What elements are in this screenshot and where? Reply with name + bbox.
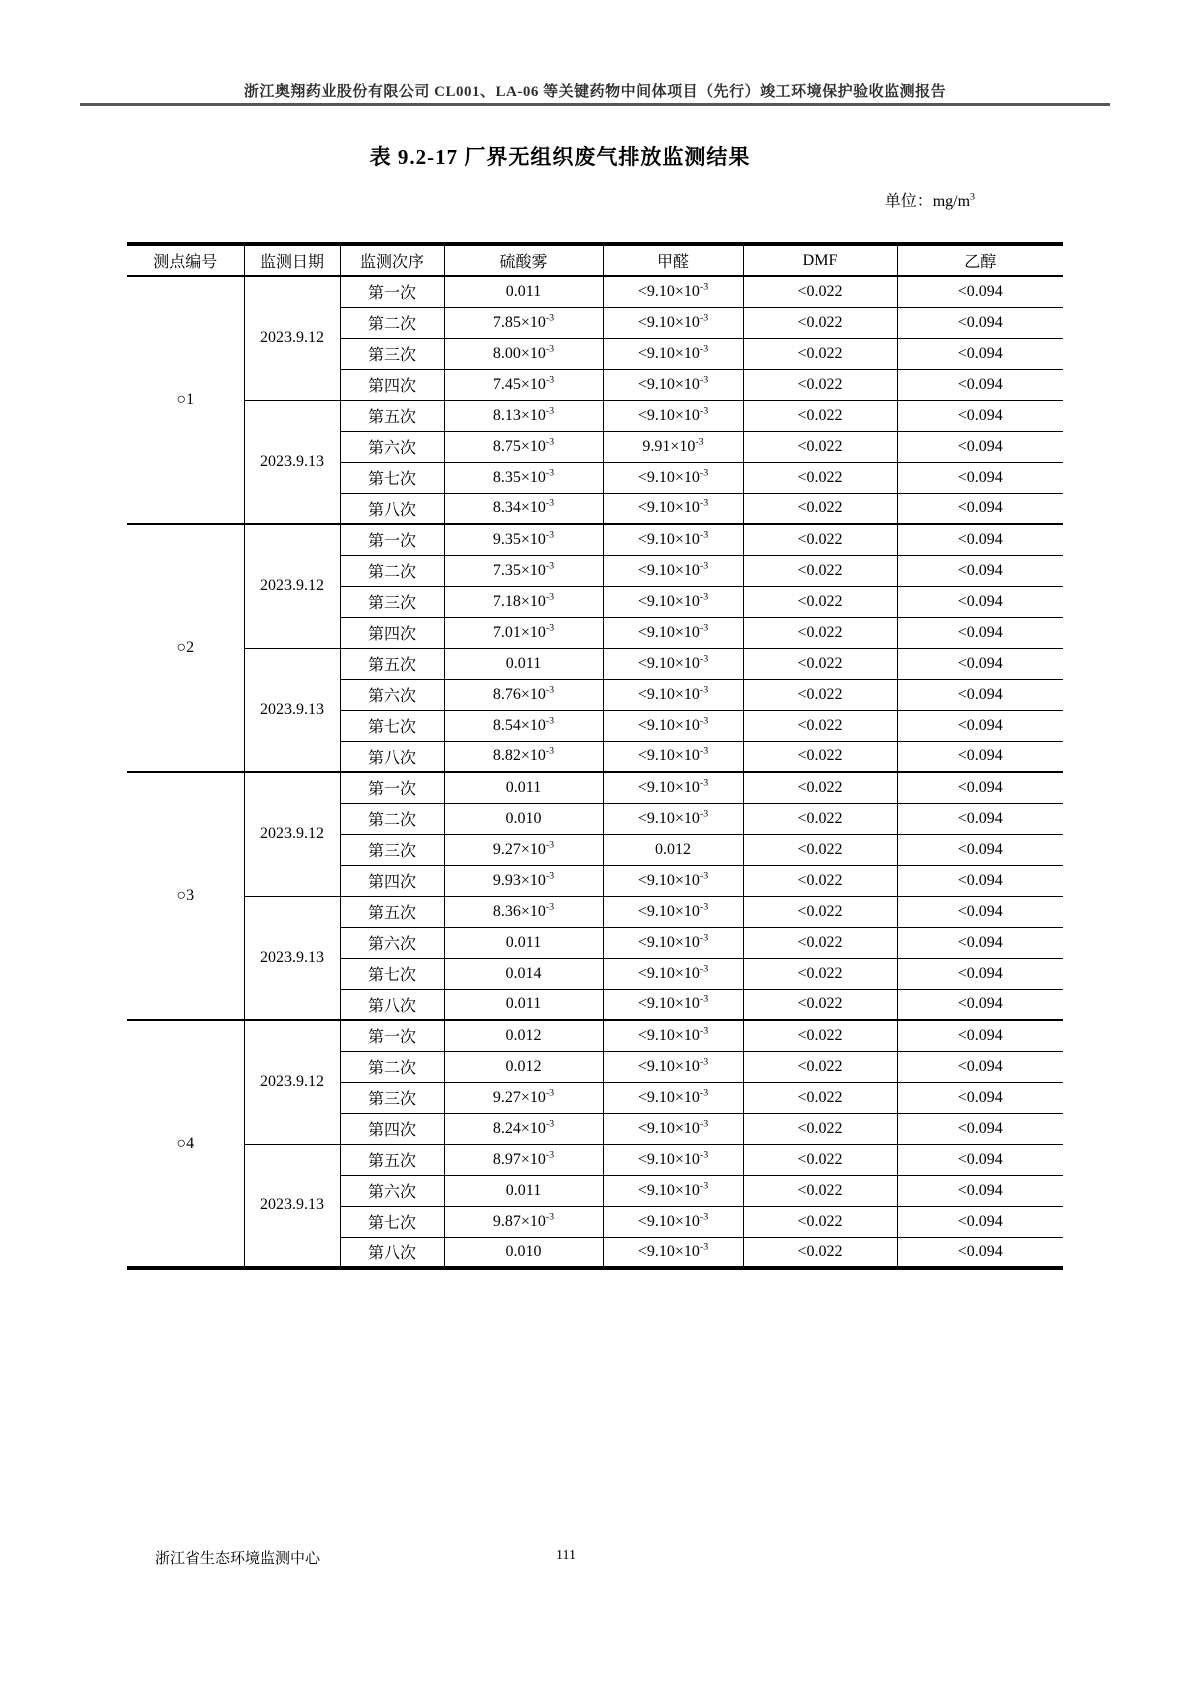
formaldehyde-value: $<9.10\times 10^{-3}$ xyxy=(603,710,743,741)
monitoring-table xyxy=(127,242,1063,1270)
date-cell: 2023.9.13 xyxy=(244,1144,340,1268)
ethanol-value: <0.094 xyxy=(897,803,1063,834)
sequence-cell: 第四次 xyxy=(340,1113,444,1144)
dmf-value: <0.022 xyxy=(743,896,897,927)
sequence-cell: 第八次 xyxy=(340,493,444,524)
sulfuric-acid-mist-value: 0.011 xyxy=(444,927,603,958)
formaldehyde-value: $<9.10\times 10^{-3}$ xyxy=(603,648,743,679)
sequence-cell: 第六次 xyxy=(340,927,444,958)
dmf-value: <0.022 xyxy=(743,772,897,803)
ethanol-value: <0.094 xyxy=(897,834,1063,865)
sequence-cell: 第六次 xyxy=(340,1175,444,1206)
table-header-row xyxy=(127,244,1063,276)
sulfuric-acid-mist-value: $8.24\times 10^{-3}$ xyxy=(444,1113,603,1144)
ethanol-value: <0.094 xyxy=(897,369,1063,400)
formaldehyde-value: $<9.10\times 10^{-3}$ xyxy=(603,1113,743,1144)
ethanol-value: <0.094 xyxy=(897,958,1063,989)
sulfuric-acid-mist-value: $7.01\times 10^{-3}$ xyxy=(444,617,603,648)
sulfuric-acid-mist-value: $8.76\times 10^{-3}$ xyxy=(444,679,603,710)
dmf-value: <0.022 xyxy=(743,1206,897,1237)
dmf-value: <0.022 xyxy=(743,834,897,865)
formaldehyde-value: $<9.10\times 10^{-3}$ xyxy=(603,586,743,617)
sulfuric-acid-mist-value: $8.36\times 10^{-3}$ xyxy=(444,896,603,927)
formaldehyde-value: $<9.10\times 10^{-3}$ xyxy=(603,803,743,834)
sulfuric-acid-mist-value: $8.54\times 10^{-3}$ xyxy=(444,710,603,741)
dmf-value: <0.022 xyxy=(743,462,897,493)
sulfuric-acid-mist-value: 0.011 xyxy=(444,648,603,679)
column-header: DMF xyxy=(743,244,897,276)
formaldehyde-value: $<9.10\times 10^{-3}$ xyxy=(603,896,743,927)
sulfuric-acid-mist-value: $8.13\times 10^{-3}$ xyxy=(444,400,603,431)
dmf-value: <0.022 xyxy=(743,1175,897,1206)
point-id-cell: ○2 xyxy=(127,524,244,772)
ethanol-value: <0.094 xyxy=(897,1144,1063,1175)
ethanol-value: <0.094 xyxy=(897,524,1063,555)
ethanol-value: <0.094 xyxy=(897,1206,1063,1237)
dmf-value: <0.022 xyxy=(743,958,897,989)
sequence-cell: 第四次 xyxy=(340,369,444,400)
sequence-cell: 第二次 xyxy=(340,307,444,338)
ethanol-value: <0.094 xyxy=(897,896,1063,927)
column-header: 硫酸雾 xyxy=(444,244,603,276)
formaldehyde-value: $<9.10\times 10^{-3}$ xyxy=(603,555,743,586)
date-cell: 2023.9.13 xyxy=(244,648,340,772)
ethanol-value: <0.094 xyxy=(897,989,1063,1020)
formaldehyde-value: $<9.10\times 10^{-3}$ xyxy=(603,1020,743,1051)
ethanol-value: <0.094 xyxy=(897,679,1063,710)
dmf-value: <0.022 xyxy=(743,741,897,772)
date-cell: 2023.9.12 xyxy=(244,772,340,896)
formaldehyde-value: $<9.10\times 10^{-3}$ xyxy=(603,772,743,803)
unit-label: 单位：$mg/m^3$ xyxy=(884,191,975,210)
sequence-cell: 第二次 xyxy=(340,803,444,834)
formaldehyde-value: $<9.10\times 10^{-3}$ xyxy=(603,679,743,710)
sequence-cell: 第三次 xyxy=(340,586,444,617)
sequence-cell: 第五次 xyxy=(340,400,444,431)
sequence-cell: 第五次 xyxy=(340,648,444,679)
sulfuric-acid-mist-value: $7.85\times 10^{-3}$ xyxy=(444,307,603,338)
table-row xyxy=(127,276,1063,307)
ethanol-value: <0.094 xyxy=(897,338,1063,369)
dmf-value: <0.022 xyxy=(743,1051,897,1082)
formaldehyde-value: $<9.10\times 10^{-3}$ xyxy=(603,1082,743,1113)
ethanol-value: <0.094 xyxy=(897,1051,1063,1082)
sequence-cell: 第六次 xyxy=(340,431,444,462)
sulfuric-acid-mist-value: 0.010 xyxy=(444,803,603,834)
dmf-value: <0.022 xyxy=(743,524,897,555)
formaldehyde-value: $<9.10\times 10^{-3}$ xyxy=(603,1175,743,1206)
document-header-text: 浙江奥翔药业股份有限公司 CL001、LA-06 等关键药物中间体项目（先行）竣工环境保护验收监测报告 xyxy=(243,84,947,100)
sequence-cell: 第五次 xyxy=(340,896,444,927)
dmf-value: <0.022 xyxy=(743,648,897,679)
sequence-cell: 第一次 xyxy=(340,772,444,803)
dmf-value: <0.022 xyxy=(743,431,897,462)
sulfuric-acid-mist-value: 0.011 xyxy=(444,1175,603,1206)
formaldehyde-value: $<9.10\times 10^{-3}$ xyxy=(603,617,743,648)
dmf-value: <0.022 xyxy=(743,803,897,834)
ethanol-value: <0.094 xyxy=(897,648,1063,679)
ethanol-value: <0.094 xyxy=(897,617,1063,648)
ethanol-value: <0.094 xyxy=(897,927,1063,958)
table-title: 表 9.2-17 厂界无组织废气排放监测结果 xyxy=(369,145,751,169)
sequence-cell: 第二次 xyxy=(340,555,444,586)
formaldehyde-value: $<9.10\times 10^{-3}$ xyxy=(603,1051,743,1082)
date-cell: 2023.9.12 xyxy=(244,1020,340,1144)
formaldehyde-value: $9.91\times 10^{-3}$ xyxy=(603,431,743,462)
column-header: 监测日期 xyxy=(244,244,340,276)
sulfuric-acid-mist-value: $7.35\times 10^{-3}$ xyxy=(444,555,603,586)
dmf-value: <0.022 xyxy=(743,338,897,369)
sulfuric-acid-mist-value: $9.27\times 10^{-3}$ xyxy=(444,1082,603,1113)
sequence-cell: 第三次 xyxy=(340,338,444,369)
sequence-cell: 第八次 xyxy=(340,1237,444,1268)
ethanol-value: <0.094 xyxy=(897,1020,1063,1051)
table-row xyxy=(127,1020,1063,1051)
sequence-cell: 第七次 xyxy=(340,710,444,741)
sulfuric-acid-mist-value: $9.27\times 10^{-3}$ xyxy=(444,834,603,865)
formaldehyde-value: $<9.10\times 10^{-3}$ xyxy=(603,927,743,958)
sulfuric-acid-mist-value: 0.012 xyxy=(444,1051,603,1082)
sequence-cell: 第三次 xyxy=(340,1082,444,1113)
dmf-value: <0.022 xyxy=(743,586,897,617)
dmf-value: <0.022 xyxy=(743,1082,897,1113)
sequence-cell: 第一次 xyxy=(340,1020,444,1051)
sulfuric-acid-mist-value: 0.011 xyxy=(444,989,603,1020)
dmf-value: <0.022 xyxy=(743,1237,897,1268)
sulfuric-acid-mist-value: 0.012 xyxy=(444,1020,603,1051)
ethanol-value: <0.094 xyxy=(897,741,1063,772)
formaldehyde-value: $<9.10\times 10^{-3}$ xyxy=(603,307,743,338)
sulfuric-acid-mist-value: $8.35\times 10^{-3}$ xyxy=(444,462,603,493)
dmf-value: <0.022 xyxy=(743,617,897,648)
dmf-value: <0.022 xyxy=(743,276,897,307)
sulfuric-acid-mist-value: 0.011 xyxy=(444,276,603,307)
dmf-value: <0.022 xyxy=(743,865,897,896)
sulfuric-acid-mist-value: $9.87\times 10^{-3}$ xyxy=(444,1206,603,1237)
table-row xyxy=(127,896,1063,927)
formaldehyde-value: $<9.10\times 10^{-3}$ xyxy=(603,462,743,493)
formaldehyde-value: $<9.10\times 10^{-3}$ xyxy=(603,493,743,524)
sulfuric-acid-mist-value: $9.93\times 10^{-3}$ xyxy=(444,865,603,896)
date-cell: 2023.9.12 xyxy=(244,524,340,648)
table-row xyxy=(127,1144,1063,1175)
sulfuric-acid-mist-value: $8.82\times 10^{-3}$ xyxy=(444,741,603,772)
dmf-value: <0.022 xyxy=(743,989,897,1020)
header-rule xyxy=(80,103,1110,106)
ethanol-value: <0.094 xyxy=(897,276,1063,307)
sulfuric-acid-mist-value: $9.35\times 10^{-3}$ xyxy=(444,524,603,555)
sequence-cell: 第八次 xyxy=(340,989,444,1020)
sulfuric-acid-mist-value: $8.75\times 10^{-3}$ xyxy=(444,431,603,462)
formaldehyde-value: $<9.10\times 10^{-3}$ xyxy=(603,989,743,1020)
dmf-value: <0.022 xyxy=(743,1113,897,1144)
table-row xyxy=(127,524,1063,555)
sequence-cell: 第七次 xyxy=(340,462,444,493)
footer-org-name: 浙江省生态环境监测中心 xyxy=(155,1551,321,1567)
ethanol-value: <0.094 xyxy=(897,1175,1063,1206)
sulfuric-acid-mist-value: $8.97\times 10^{-3}$ xyxy=(444,1144,603,1175)
sequence-cell: 第二次 xyxy=(340,1051,444,1082)
formaldehyde-value: $<9.10\times 10^{-3}$ xyxy=(603,958,743,989)
ethanol-value: <0.094 xyxy=(897,772,1063,803)
column-header: 测点编号 xyxy=(127,244,244,276)
ethanol-value: <0.094 xyxy=(897,493,1063,524)
point-id-cell: ○1 xyxy=(127,276,244,524)
ethanol-value: <0.094 xyxy=(897,400,1063,431)
ethanol-value: <0.094 xyxy=(897,865,1063,896)
column-header: 甲醛 xyxy=(603,244,743,276)
sulfuric-acid-mist-value: $8.34\times 10^{-3}$ xyxy=(444,493,603,524)
sulfuric-acid-mist-value: $7.18\times 10^{-3}$ xyxy=(444,586,603,617)
formaldehyde-value: $<9.10\times 10^{-3}$ xyxy=(603,741,743,772)
ethanol-value: <0.094 xyxy=(897,586,1063,617)
sequence-cell: 第八次 xyxy=(340,741,444,772)
page-number: 111 xyxy=(556,1548,576,1563)
formaldehyde-value: $<9.10\times 10^{-3}$ xyxy=(603,338,743,369)
sequence-cell: 第七次 xyxy=(340,1206,444,1237)
sulfuric-acid-mist-value: 0.011 xyxy=(444,772,603,803)
table-row xyxy=(127,648,1063,679)
sequence-cell: 第七次 xyxy=(340,958,444,989)
sequence-cell: 第三次 xyxy=(340,834,444,865)
sulfuric-acid-mist-value: $8.00\times 10^{-3}$ xyxy=(444,338,603,369)
point-id-cell: ○4 xyxy=(127,1020,244,1268)
column-header: 乙醇 xyxy=(897,244,1063,276)
formaldehyde-value: $<9.10\times 10^{-3}$ xyxy=(603,400,743,431)
dmf-value: <0.022 xyxy=(743,493,897,524)
dmf-value: <0.022 xyxy=(743,1144,897,1175)
sequence-cell: 第五次 xyxy=(340,1144,444,1175)
ethanol-value: <0.094 xyxy=(897,555,1063,586)
point-id-cell: ○3 xyxy=(127,772,244,1020)
table-row xyxy=(127,400,1063,431)
sequence-cell: 第一次 xyxy=(340,524,444,555)
sulfuric-acid-mist-value: $7.45\times 10^{-3}$ xyxy=(444,369,603,400)
formaldehyde-value: $<9.10\times 10^{-3}$ xyxy=(603,369,743,400)
dmf-value: <0.022 xyxy=(743,927,897,958)
formaldehyde-value: $<9.10\times 10^{-3}$ xyxy=(603,276,743,307)
formaldehyde-value: $<9.10\times 10^{-3}$ xyxy=(603,1144,743,1175)
date-cell: 2023.9.12 xyxy=(244,276,340,400)
table-row xyxy=(127,772,1063,803)
formaldehyde-value: $<9.10\times 10^{-3}$ xyxy=(603,1237,743,1268)
sulfuric-acid-mist-value: 0.014 xyxy=(444,958,603,989)
sequence-cell: 第一次 xyxy=(340,276,444,307)
ethanol-value: <0.094 xyxy=(897,1237,1063,1268)
ethanol-value: <0.094 xyxy=(897,1113,1063,1144)
sequence-cell: 第四次 xyxy=(340,865,444,896)
date-cell: 2023.9.13 xyxy=(244,896,340,1020)
formaldehyde-value: 0.012 xyxy=(603,834,743,865)
ethanol-value: <0.094 xyxy=(897,1082,1063,1113)
ethanol-value: <0.094 xyxy=(897,431,1063,462)
dmf-value: <0.022 xyxy=(743,679,897,710)
sequence-cell: 第六次 xyxy=(340,679,444,710)
formaldehyde-value: $<9.10\times 10^{-3}$ xyxy=(603,865,743,896)
date-cell: 2023.9.13 xyxy=(244,400,340,524)
formaldehyde-value: $<9.10\times 10^{-3}$ xyxy=(603,524,743,555)
sequence-cell: 第四次 xyxy=(340,617,444,648)
sulfuric-acid-mist-value: 0.010 xyxy=(444,1237,603,1268)
dmf-value: <0.022 xyxy=(743,710,897,741)
dmf-value: <0.022 xyxy=(743,307,897,338)
formaldehyde-value: $<9.10\times 10^{-3}$ xyxy=(603,1206,743,1237)
column-header: 监测次序 xyxy=(340,244,444,276)
dmf-value: <0.022 xyxy=(743,1020,897,1051)
dmf-value: <0.022 xyxy=(743,369,897,400)
table-body xyxy=(127,276,1063,1268)
dmf-value: <0.022 xyxy=(743,555,897,586)
ethanol-value: <0.094 xyxy=(897,307,1063,338)
dmf-value: <0.022 xyxy=(743,400,897,431)
ethanol-value: <0.094 xyxy=(897,710,1063,741)
ethanol-value: <0.094 xyxy=(897,462,1063,493)
